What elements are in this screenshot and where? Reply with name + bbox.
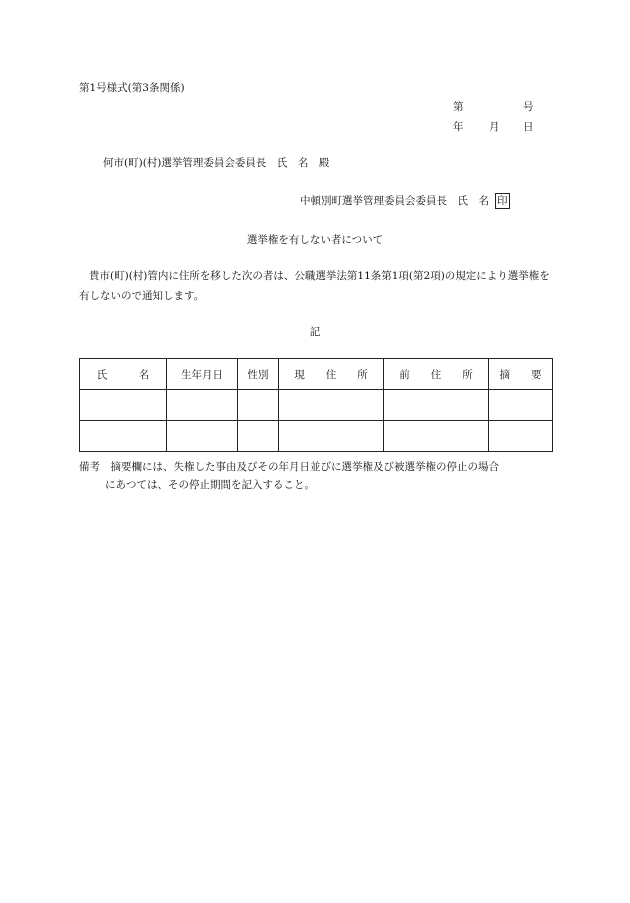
header-remarks: 摘 要 [489, 359, 553, 390]
form-number: 第1号様式(第3条関係) [79, 82, 185, 94]
table-row [80, 390, 553, 421]
table-cell[interactable] [238, 390, 279, 421]
document-number-suffix: 号 [523, 101, 534, 113]
table-header-row [80, 359, 553, 390]
document-number-prefix: 第 [453, 101, 464, 113]
header-sex: 性別 [238, 359, 279, 390]
header-previous-address: 前 住 所 [384, 359, 489, 390]
table-cell[interactable] [238, 421, 279, 452]
table-cell[interactable] [279, 421, 384, 452]
table-cell[interactable] [167, 390, 238, 421]
table-cell[interactable] [80, 421, 167, 452]
addressee-line: 何市(町)(村)選挙管理委員会委員長 氏 名 殿 [103, 157, 330, 169]
seal-mark: 印 [497, 195, 508, 207]
person-table [79, 358, 553, 452]
remarks-note [79, 458, 499, 494]
date-month-label: 月 [489, 121, 500, 133]
table-cell[interactable] [489, 421, 553, 452]
remarks-line-2: にあつては、その停止期間を記入すること。 [105, 479, 315, 491]
table-cell[interactable] [489, 390, 553, 421]
table-cell[interactable] [80, 390, 167, 421]
record-label: 記 [309, 326, 321, 338]
document-title: 選挙権を有しない者について [246, 234, 384, 246]
table-cell[interactable] [167, 421, 238, 452]
header-birthdate: 生年月日 [167, 359, 238, 390]
table-cell[interactable] [279, 390, 384, 421]
table-cell[interactable] [384, 421, 489, 452]
table-cell[interactable] [384, 390, 489, 421]
table-row [80, 421, 553, 452]
body-paragraph: 貴市(町)(村)管内に住所を移した次の者は、公職選挙法第11条第1項(第2項)の規定により選挙権を有しないので通知します。 [79, 270, 550, 302]
remarks-line-1: 備考 摘要欄には、失権した事由及びその年月日並びに選挙権及び被選挙権の停止の場合 [79, 461, 499, 473]
date-day-label: 日 [523, 121, 534, 133]
date-year-label: 年 [453, 121, 464, 133]
header-current-address: 現 住 所 [279, 359, 384, 390]
sender-line [300, 193, 510, 209]
sender-text: 中頓別町選挙管理委員会委員長 氏 名 [300, 195, 489, 207]
header-name: 氏 名 [80, 359, 167, 390]
